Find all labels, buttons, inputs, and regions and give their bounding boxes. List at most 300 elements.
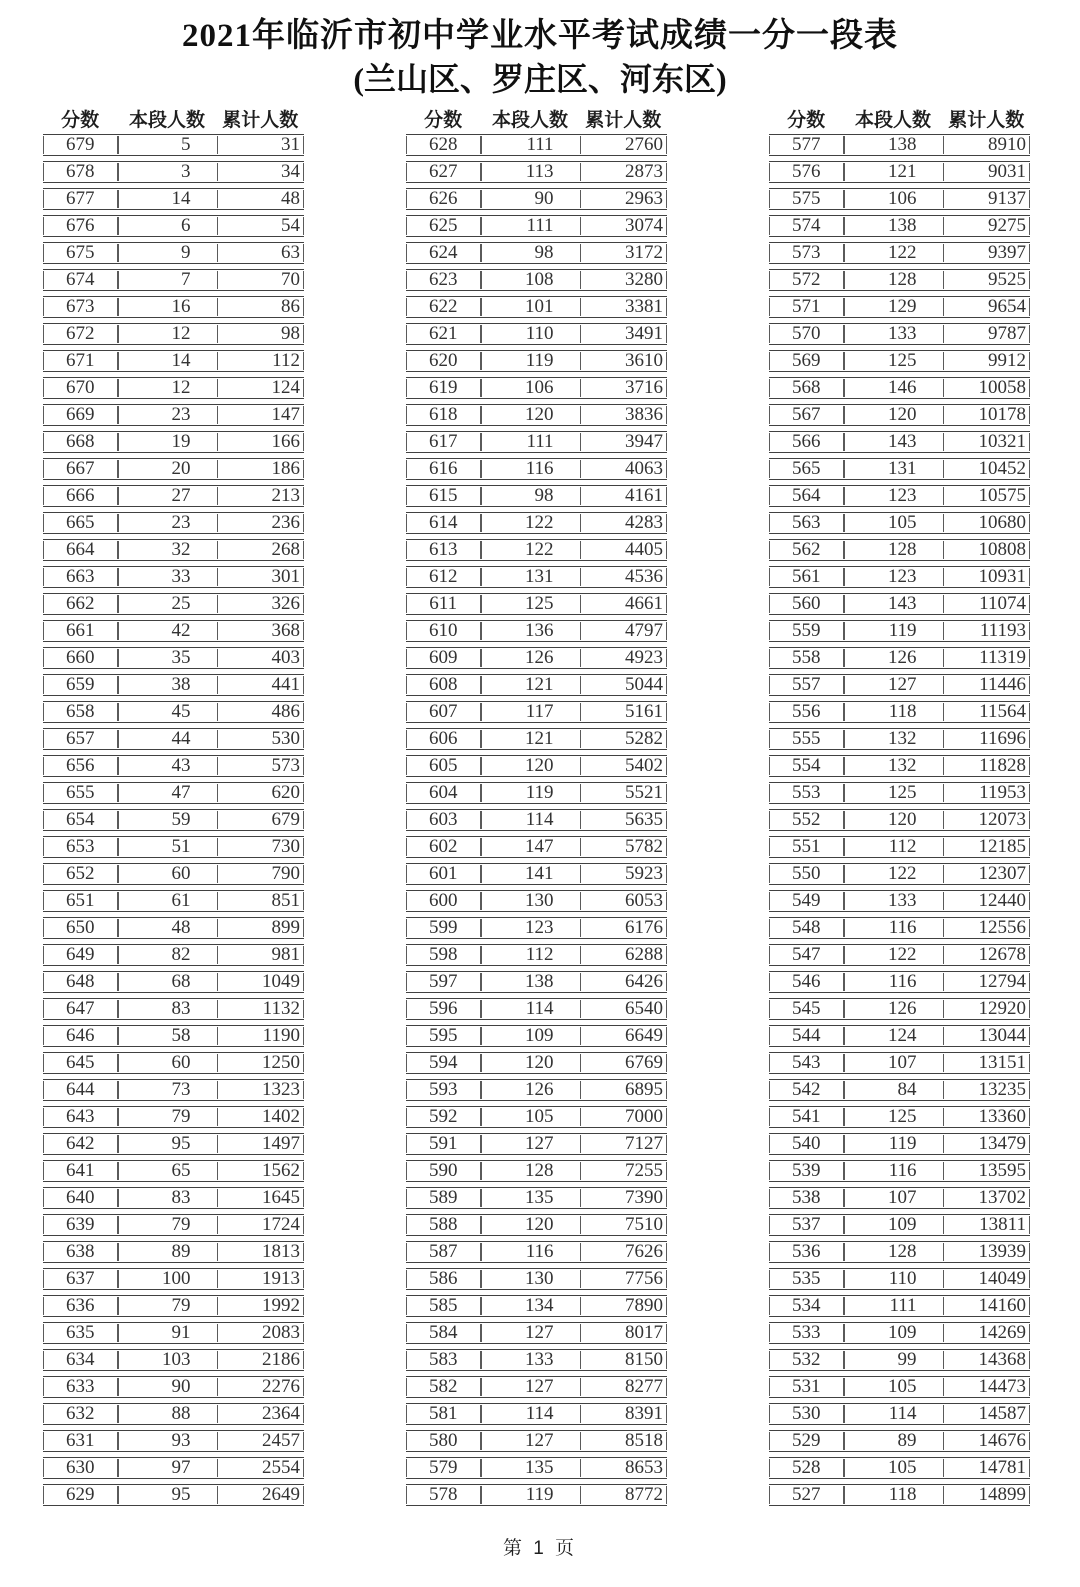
score-cell: 673 (65, 296, 95, 317)
table-row (43, 1160, 304, 1182)
cumulative-count-cell: 7756 (580, 1269, 667, 1289)
score-cell: 546 (791, 971, 821, 992)
score-cell: 643 (65, 1106, 95, 1127)
score-cell: 610 (428, 620, 458, 641)
segment-count-cell: 32 (117, 540, 216, 560)
cumulative-count-cell: 9787 (943, 324, 1030, 344)
segment-count-cell: 111 (480, 216, 579, 236)
cumulative-count-cell: 213 (217, 486, 304, 506)
cumulative-count-cell: 7127 (580, 1134, 667, 1154)
segment-count-cell: 112 (480, 945, 579, 965)
score-cell: 613 (428, 539, 458, 560)
cumulative-count-cell: 3947 (580, 432, 667, 452)
segment-count-cell: 127 (843, 675, 942, 695)
score-cell: 606 (428, 728, 458, 749)
table-row (406, 944, 667, 966)
cumulative-count-cell: 899 (217, 918, 304, 938)
cumulative-count-cell: 13479 (943, 1134, 1030, 1154)
cumulative-count-cell: 3172 (580, 243, 667, 263)
cumulative-count-cell: 3716 (580, 378, 667, 398)
segment-count-cell: 105 (843, 513, 942, 533)
score-cell: 655 (65, 782, 95, 803)
segment-count-cell: 143 (843, 594, 942, 614)
cumulative-count-cell: 11953 (943, 783, 1030, 803)
table-row (769, 539, 1030, 561)
score-cell: 554 (791, 755, 821, 776)
segment-count-cell: 58 (117, 1026, 216, 1046)
cumulative-count-cell: 5782 (580, 837, 667, 857)
score-cell: 530 (791, 1403, 821, 1424)
segment-count-cell: 128 (843, 540, 942, 560)
table-row (43, 512, 304, 534)
score-cell: 591 (428, 1133, 458, 1154)
table-row (769, 809, 1030, 831)
table-row (769, 1322, 1030, 1344)
table-row (406, 1106, 667, 1128)
table-row (43, 701, 304, 723)
score-cell: 670 (65, 377, 95, 398)
cumulative-count-cell: 48 (217, 189, 304, 209)
table-row (406, 215, 667, 237)
score-cell: 672 (65, 323, 95, 344)
score-cell: 609 (428, 647, 458, 668)
cumulative-count-cell: 1913 (217, 1269, 304, 1289)
score-cell: 619 (428, 377, 458, 398)
table-row (43, 674, 304, 696)
segment-count-cell: 112 (843, 837, 942, 857)
cumulative-count-cell: 1190 (217, 1026, 304, 1046)
segment-count-cell: 106 (843, 189, 942, 209)
segment-count-cell: 82 (117, 945, 216, 965)
cumulative-count-cell: 730 (217, 837, 304, 857)
cumulative-count-cell: 31 (217, 135, 304, 155)
segment-count-cell: 125 (480, 594, 579, 614)
table-row (43, 998, 304, 1020)
table-row (43, 134, 304, 156)
score-cell: 560 (791, 593, 821, 614)
segment-count-cell: 121 (480, 729, 579, 749)
table-row (406, 755, 667, 777)
cumulative-count-cell: 1813 (217, 1242, 304, 1262)
score-cell: 621 (428, 323, 458, 344)
score-cell: 626 (428, 188, 458, 209)
table-row (406, 512, 667, 534)
cumulative-count-cell: 10680 (943, 513, 1030, 533)
cumulative-count-cell: 112 (217, 351, 304, 371)
score-cell: 534 (791, 1295, 821, 1316)
table-row (406, 323, 667, 345)
cumulative-count-cell: 6176 (580, 918, 667, 938)
cumulative-count-cell: 11564 (943, 702, 1030, 722)
table-row (769, 566, 1030, 588)
score-cell: 561 (791, 566, 821, 587)
cumulative-count-cell: 268 (217, 540, 304, 560)
table-row (43, 1403, 304, 1425)
table-row (769, 1106, 1030, 1128)
segment-count-cell: 98 (480, 486, 579, 506)
score-cell: 667 (65, 458, 95, 479)
score-cell: 642 (65, 1133, 95, 1154)
cumulative-count-cell: 13595 (943, 1161, 1030, 1181)
segment-count-cell: 114 (480, 999, 579, 1019)
table-row (43, 1079, 304, 1101)
table-row (43, 1349, 304, 1371)
score-cell: 676 (65, 215, 95, 236)
segment-count-cell: 23 (117, 405, 216, 425)
table-row (406, 1322, 667, 1344)
segment-count-cell: 122 (843, 243, 942, 263)
table-row (769, 593, 1030, 615)
table-row (769, 647, 1030, 669)
table-row (406, 782, 667, 804)
score-cell: 679 (65, 134, 95, 155)
table-row (769, 917, 1030, 939)
cumulative-count-cell: 12307 (943, 864, 1030, 884)
score-cell: 578 (428, 1484, 458, 1505)
score-cell: 576 (791, 161, 821, 182)
table-row (769, 1079, 1030, 1101)
score-cell: 614 (428, 512, 458, 533)
table-row (43, 188, 304, 210)
segment-count-cell: 124 (843, 1026, 942, 1046)
segment-count-cell: 19 (117, 432, 216, 452)
table-row (43, 1025, 304, 1047)
table-row (769, 944, 1030, 966)
tables-area (0, 100, 1080, 1511)
segment-count-cell: 128 (480, 1161, 579, 1181)
cumulative-count-cell: 5635 (580, 810, 667, 830)
table-row (43, 1457, 304, 1479)
cumulative-count-cell: 10058 (943, 378, 1030, 398)
cumulative-count-cell: 1323 (217, 1080, 304, 1100)
cumulative-count-cell: 86 (217, 297, 304, 317)
score-cell: 636 (65, 1295, 95, 1316)
segment-count-cell: 129 (843, 297, 942, 317)
cumulative-count-cell: 12073 (943, 810, 1030, 830)
score-cell: 669 (65, 404, 95, 425)
segment-count-cell: 120 (480, 1053, 579, 1073)
header-cumulative-count: 累计人数 (585, 110, 662, 131)
segment-count-cell: 118 (843, 1485, 942, 1505)
table-row (406, 998, 667, 1020)
table-row (406, 890, 667, 912)
table-row (769, 863, 1030, 885)
score-cell: 596 (428, 998, 458, 1019)
header-score: 分数 (61, 110, 100, 131)
table-row (769, 269, 1030, 291)
cumulative-count-cell: 4405 (580, 540, 667, 560)
segment-count-cell: 122 (843, 864, 942, 884)
table-row (769, 1160, 1030, 1182)
cumulative-count-cell: 403 (217, 648, 304, 668)
cumulative-count-cell: 3491 (580, 324, 667, 344)
segment-count-cell: 133 (843, 891, 942, 911)
header-score: 分数 (787, 110, 826, 131)
segment-count-cell: 83 (117, 1188, 216, 1208)
score-cell: 552 (791, 809, 821, 830)
cumulative-count-cell: 679 (217, 810, 304, 830)
table-row (769, 1268, 1030, 1290)
score-cell: 648 (65, 971, 95, 992)
segment-count-cell: 88 (117, 1404, 216, 1424)
segment-count-cell: 60 (117, 864, 216, 884)
segment-count-cell: 130 (480, 1269, 579, 1289)
cumulative-count-cell: 147 (217, 405, 304, 425)
table-row (43, 1187, 304, 1209)
cumulative-count-cell: 9525 (943, 270, 1030, 290)
score-cell: 587 (428, 1241, 458, 1262)
table-row (769, 674, 1030, 696)
score-cell: 537 (791, 1214, 821, 1235)
segment-count-cell: 138 (843, 216, 942, 236)
cumulative-count-cell: 7255 (580, 1161, 667, 1181)
score-table-1 (43, 109, 304, 1511)
score-cell: 617 (428, 431, 458, 452)
cumulative-count-cell: 12556 (943, 918, 1030, 938)
cumulative-count-cell: 13360 (943, 1107, 1030, 1127)
table-row (769, 161, 1030, 183)
score-cell: 618 (428, 404, 458, 425)
score-cell: 565 (791, 458, 821, 479)
score-table-3 (769, 109, 1030, 1511)
segment-count-cell: 111 (843, 1296, 942, 1316)
segment-count-cell: 7 (117, 270, 216, 290)
score-cell: 567 (791, 404, 821, 425)
score-cell: 543 (791, 1052, 821, 1073)
table-body (43, 134, 304, 1506)
cumulative-count-cell: 10575 (943, 486, 1030, 506)
segment-count-cell: 116 (843, 1161, 942, 1181)
score-cell: 550 (791, 863, 821, 884)
table-row (769, 188, 1030, 210)
cumulative-count-cell: 14473 (943, 1377, 1030, 1397)
table-row (406, 1025, 667, 1047)
cumulative-count-cell: 1992 (217, 1296, 304, 1316)
score-cell: 529 (791, 1430, 821, 1451)
score-cell: 598 (428, 944, 458, 965)
score-cell: 558 (791, 647, 821, 668)
score-cell: 661 (65, 620, 95, 641)
table-row (406, 350, 667, 372)
table-row (406, 485, 667, 507)
score-cell: 573 (791, 242, 821, 263)
table-row (769, 1430, 1030, 1452)
segment-count-cell: 119 (843, 1134, 942, 1154)
table-row (769, 323, 1030, 345)
table-row (43, 782, 304, 804)
score-cell: 563 (791, 512, 821, 533)
cumulative-count-cell: 486 (217, 702, 304, 722)
segment-count-cell: 113 (480, 162, 579, 182)
segment-count-cell: 114 (480, 1404, 579, 1424)
cumulative-count-cell: 5521 (580, 783, 667, 803)
table-row (43, 1322, 304, 1344)
segment-count-cell: 27 (117, 486, 216, 506)
score-cell: 562 (791, 539, 821, 560)
table-row (43, 539, 304, 561)
table-row (406, 863, 667, 885)
table-row (43, 323, 304, 345)
table-row (769, 701, 1030, 723)
cumulative-count-cell: 11074 (943, 594, 1030, 614)
segment-count-cell: 44 (117, 729, 216, 749)
cumulative-count-cell: 8653 (580, 1458, 667, 1478)
table-row (43, 1268, 304, 1290)
cumulative-count-cell: 98 (217, 324, 304, 344)
table-row (406, 728, 667, 750)
score-cell: 535 (791, 1268, 821, 1289)
cumulative-count-cell: 1049 (217, 972, 304, 992)
cumulative-count-cell: 1402 (217, 1107, 304, 1127)
cumulative-count-cell: 326 (217, 594, 304, 614)
score-cell: 601 (428, 863, 458, 884)
score-cell: 600 (428, 890, 458, 911)
cumulative-count-cell: 13811 (943, 1215, 1030, 1235)
table-row (43, 971, 304, 993)
segment-count-cell: 95 (117, 1485, 216, 1505)
cumulative-count-cell: 11828 (943, 756, 1030, 776)
score-cell: 583 (428, 1349, 458, 1370)
segment-count-cell: 106 (480, 378, 579, 398)
score-cell: 658 (65, 701, 95, 722)
score-cell: 572 (791, 269, 821, 290)
cumulative-count-cell: 8017 (580, 1323, 667, 1343)
segment-count-cell: 121 (480, 675, 579, 695)
cumulative-count-cell: 13939 (943, 1242, 1030, 1262)
table-row (43, 1133, 304, 1155)
cumulative-count-cell: 6769 (580, 1053, 667, 1073)
table-row (769, 1052, 1030, 1074)
table-row (406, 647, 667, 669)
cumulative-count-cell: 5282 (580, 729, 667, 749)
table-row (769, 1376, 1030, 1398)
cumulative-count-cell: 2873 (580, 162, 667, 182)
segment-count-cell: 133 (480, 1350, 579, 1370)
table-row (769, 134, 1030, 156)
table-row (769, 1133, 1030, 1155)
table-row (406, 1187, 667, 1209)
segment-count-cell: 105 (480, 1107, 579, 1127)
score-cell: 635 (65, 1322, 95, 1343)
segment-count-cell: 51 (117, 837, 216, 857)
score-cell: 589 (428, 1187, 458, 1208)
cumulative-count-cell: 9275 (943, 216, 1030, 236)
table-row (43, 161, 304, 183)
table-row (406, 269, 667, 291)
table-header-row (406, 109, 667, 132)
table-row (43, 1430, 304, 1452)
cumulative-count-cell: 3074 (580, 216, 667, 236)
segment-count-cell: 116 (480, 459, 579, 479)
table-row (43, 890, 304, 912)
table-row (769, 1214, 1030, 1236)
table-row (43, 242, 304, 264)
segment-count-cell: 90 (480, 189, 579, 209)
cumulative-count-cell: 9654 (943, 297, 1030, 317)
score-cell: 580 (428, 1430, 458, 1451)
cumulative-count-cell: 7510 (580, 1215, 667, 1235)
cumulative-count-cell: 14781 (943, 1458, 1030, 1478)
table-row (43, 809, 304, 831)
page-number: 第 1 页 (502, 1538, 578, 1559)
cumulative-count-cell: 8910 (943, 135, 1030, 155)
segment-count-cell: 33 (117, 567, 216, 587)
cumulative-count-cell: 12920 (943, 999, 1030, 1019)
score-cell: 620 (428, 350, 458, 371)
score-cell: 564 (791, 485, 821, 506)
cumulative-count-cell: 10178 (943, 405, 1030, 425)
cumulative-count-cell: 12440 (943, 891, 1030, 911)
segment-count-cell: 132 (843, 729, 942, 749)
cumulative-count-cell: 166 (217, 432, 304, 452)
score-cell: 548 (791, 917, 821, 938)
score-cell: 577 (791, 134, 821, 155)
table-row (406, 566, 667, 588)
segment-count-cell: 20 (117, 459, 216, 479)
table-row (769, 1241, 1030, 1263)
cumulative-count-cell: 4923 (580, 648, 667, 668)
segment-count-cell: 14 (117, 189, 216, 209)
score-cell: 650 (65, 917, 95, 938)
cumulative-count-cell: 301 (217, 567, 304, 587)
score-cell: 532 (791, 1349, 821, 1370)
score-cell: 653 (65, 836, 95, 857)
table-row (769, 1295, 1030, 1317)
segment-count-cell: 120 (843, 810, 942, 830)
table-row (43, 1376, 304, 1398)
score-cell: 570 (791, 323, 821, 344)
table-row (406, 1484, 667, 1506)
table-row (769, 1025, 1030, 1047)
cumulative-count-cell: 5161 (580, 702, 667, 722)
segment-count-cell: 101 (480, 297, 579, 317)
header-segment-count: 本段人数 (854, 110, 931, 131)
cumulative-count-cell: 8150 (580, 1350, 667, 1370)
cumulative-count-cell: 1562 (217, 1161, 304, 1181)
cumulative-count-cell: 4283 (580, 513, 667, 533)
score-cell: 624 (428, 242, 458, 263)
segment-count-cell: 126 (480, 648, 579, 668)
cumulative-count-cell: 10321 (943, 432, 1030, 452)
score-cell: 638 (65, 1241, 95, 1262)
table-row (406, 1349, 667, 1371)
table-row (406, 458, 667, 480)
score-cell: 641 (65, 1160, 95, 1181)
cumulative-count-cell: 70 (217, 270, 304, 290)
score-cell: 607 (428, 701, 458, 722)
cumulative-count-cell: 2554 (217, 1458, 304, 1478)
header-cumulative-count: 累计人数 (222, 110, 299, 131)
cumulative-count-cell: 7390 (580, 1188, 667, 1208)
score-cell: 568 (791, 377, 821, 398)
segment-count-cell: 98 (480, 243, 579, 263)
score-cell: 574 (791, 215, 821, 236)
score-cell: 581 (428, 1403, 458, 1424)
header-segment-count: 本段人数 (491, 110, 568, 131)
table-row (769, 296, 1030, 318)
table-row (769, 1403, 1030, 1425)
segment-count-cell: 128 (843, 1242, 942, 1262)
table-row (43, 593, 304, 615)
segment-count-cell: 109 (843, 1323, 942, 1343)
cumulative-count-cell: 2083 (217, 1323, 304, 1343)
page-title: 2021年临沂市初中学业水平考试成绩一分一段表 (182, 18, 898, 54)
table-row (406, 1133, 667, 1155)
score-cell: 566 (791, 431, 821, 452)
table-row (769, 215, 1030, 237)
cumulative-count-cell: 6895 (580, 1080, 667, 1100)
cumulative-count-cell: 11319 (943, 648, 1030, 668)
